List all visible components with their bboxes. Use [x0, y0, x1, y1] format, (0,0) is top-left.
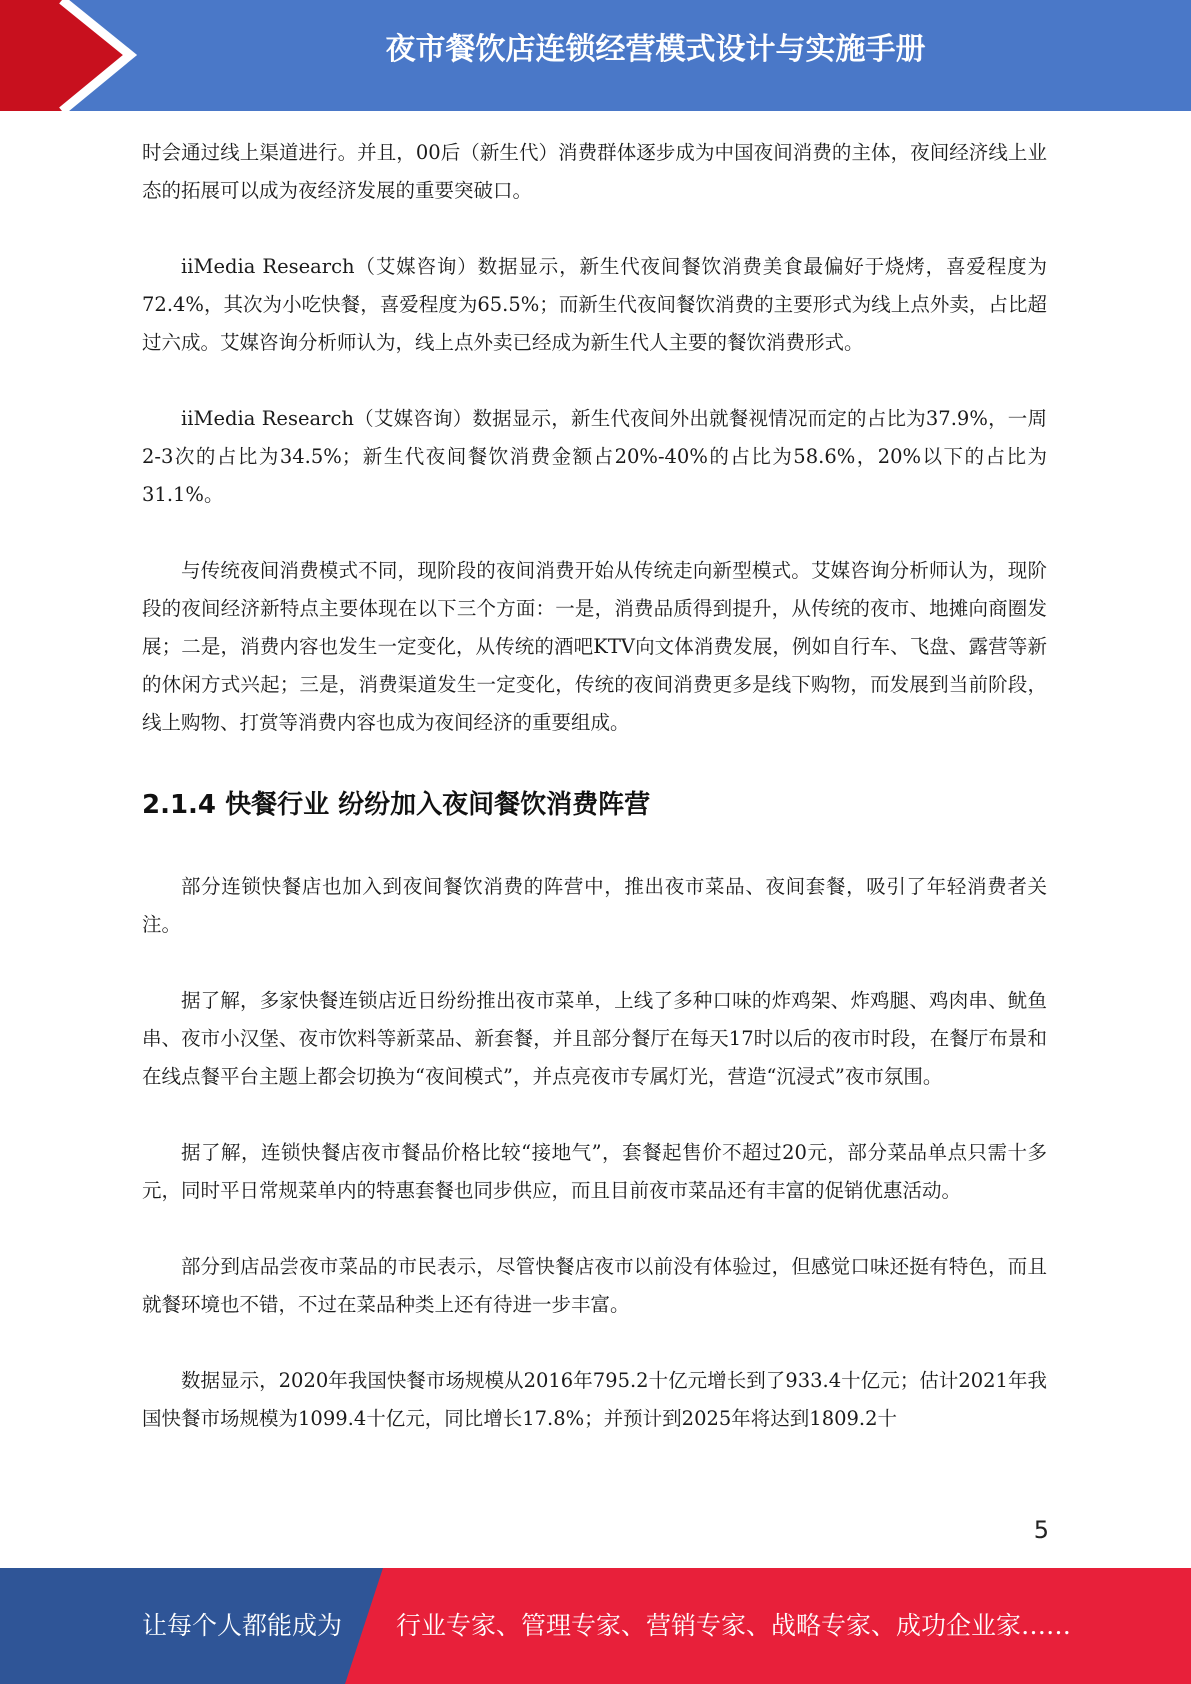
page-footer	[0, 1568, 1191, 1684]
paragraph: 与传统夜间消费模式不同，现阶段的夜间消费开始从传统走向新型模式。艾媒咨询分析师认为，现阶段的夜间经济新特点主要体现在以下三个方面：一是，消费品质得到提升，从传统的夜市、地摊向商圈发展；二是，消费内容也发生一定变化，从传统的酒吧KTV向文体消费发展，例如自行车、飞盘、露营等新的休闲方式兴起；三是，消费渠道发生一定变化，传统的夜间消费更多是线下购物，而发展到当前阶段，线上购物、打赏等消费内容也成为夜间经济的重要组成。	[142, 559, 1047, 734]
footer-slogan-right: 行业专家、管理专家、营销专家、战略专家、成功企业家……	[396, 1611, 1072, 1640]
page-number: 5	[1033, 1516, 1049, 1544]
paragraph: iiMedia Research（艾媒咨询）数据显示，新生代夜间餐饮消费美食最偏好于烧烤，喜爱程度为72.4%，其次为小吃快餐，喜爱程度为65.5%；而新生代夜间餐饮消费的主要形式为线上点外卖，占比超过六成。艾媒咨询分析师认为，线上点外卖已经成为新生代人主要的餐饮消费形式。	[142, 255, 1047, 354]
paragraph: 据了解，多家快餐连锁店近日纷纷推出夜市菜单，上线了多种口味的炸鸡架、炸鸡腿、鸡肉串、鱿鱼串、夜市小汉堡、夜市饮料等新菜品、新套餐，并且部分餐厅在每天17时以后的夜市时段，在餐厅布景和在线点餐平台主题上都会切换为“夜间模式”，并点亮夜市专属灯光，营造“沉浸式”夜市氛围。	[142, 989, 1047, 1088]
page-content	[142, 134, 1047, 1476]
paragraph: 部分到店品尝夜市菜品的市民表示，尽管快餐店夜市以前没有体验过，但感觉口味还挺有特色，而且就餐环境也不错，不过在菜品种类上还有待进一步丰富。	[142, 1255, 1047, 1316]
footer-slogan-left: 让每个人都能成为	[142, 1611, 343, 1640]
paragraph: 时会通过线上渠道进行。并且，00后（新生代）消费群体逐步成为中国夜间消费的主体，夜间经济线上业态的拓展可以成为夜经济发展的重要突破口。	[142, 141, 1047, 202]
chevron-decoration	[0, 0, 160, 111]
paragraph: 数据显示，2020年我国快餐市场规模从2016年795.2十亿元增长到了933.4十亿元；估计2021年我国快餐市场规模为1099.4十亿元，同比增长17.8%；并预计到2025年将达到1809.2十	[142, 1369, 1047, 1430]
paragraph: 据了解，连锁快餐店夜市餐品价格比较“接地气”，套餐起售价不超过20元，部分菜品单点只需十多元，同时平日常规菜单内的特惠套餐也同步供应，而且目前夜市菜品还有丰富的促销优惠活动。	[142, 1141, 1047, 1202]
page-header	[0, 0, 1191, 111]
document-title: 夜市餐饮店连锁经营模式设计与实施手册	[385, 32, 926, 67]
paragraph: iiMedia Research（艾媒咨询）数据显示，新生代夜间外出就餐视情况而定的占比为37.9%，一周2-3次的占比为34.5%；新生代夜间餐饮消费金额占20%-40%的占比为58.6%，20%以下的占比为31.1%。	[142, 407, 1047, 506]
paragraph: 部分连锁快餐店也加入到夜间餐饮消费的阵营中，推出夜市菜品、夜间套餐，吸引了年轻消费者关注。	[142, 875, 1047, 936]
section-heading: 2.1.4 快餐行业 纷纷加入夜间餐饮消费阵营	[142, 790, 651, 820]
